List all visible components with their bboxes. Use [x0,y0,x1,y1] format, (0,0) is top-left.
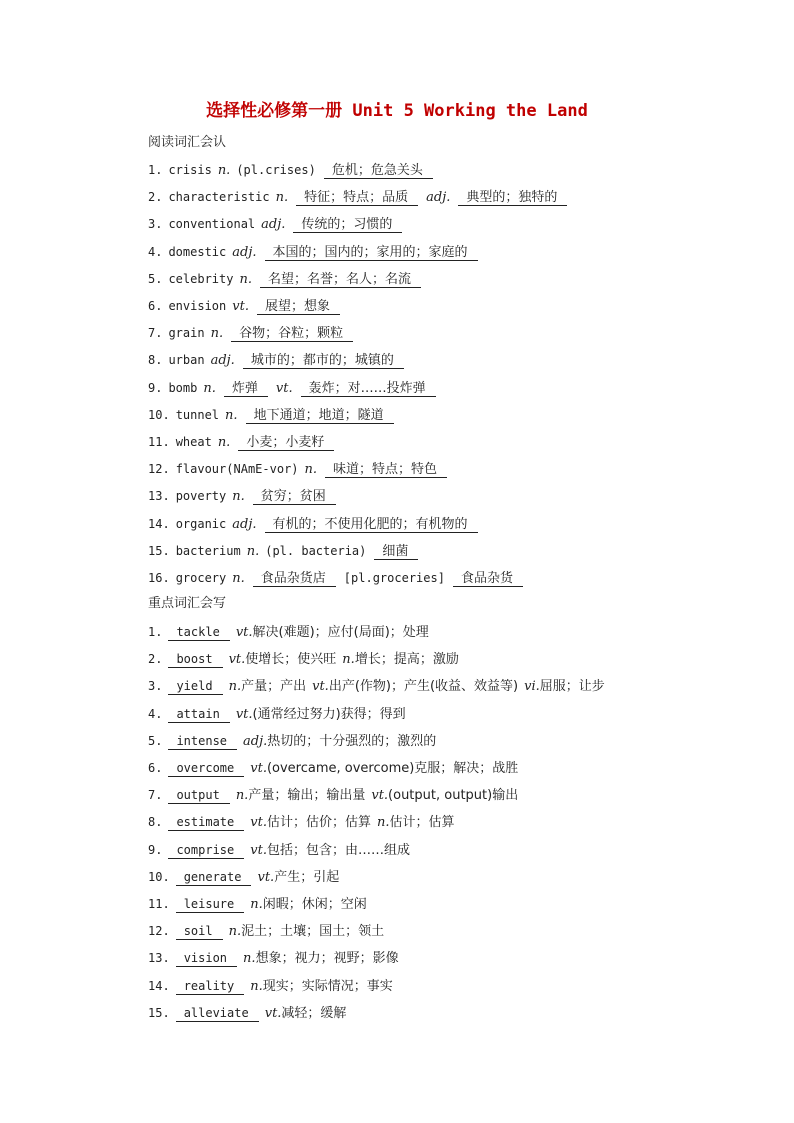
word-meaning: 解决(难题)；应付(局面)；处理 [252,625,429,640]
answer-underlined: generate [176,870,252,886]
part-of-speech: n. [250,897,263,912]
answer-underlined: 食品杂货店 [253,571,336,587]
read-item [148,188,569,206]
section-heading-write: 重点词汇会写 [148,596,227,611]
part-of-speech: vt. [275,380,293,396]
part-of-speech: n. [217,435,231,450]
item-number: 3. [148,679,163,694]
vocab-word: tunnel [175,407,220,422]
item-number: 7. [148,788,163,803]
answer-underlined: 小麦；小麦籽 [238,435,334,451]
answer-underlined: 炸弹 [224,381,268,397]
read-item [148,487,338,505]
read-item [148,324,355,342]
word-meaning: 估计；估价；估算 [266,815,371,831]
write-item [148,813,455,831]
answer-underlined: estimate [168,815,244,831]
vocab-word: flavour [175,462,227,477]
part-of-speech: n. [232,489,245,505]
item-number: 4. [148,706,163,721]
read-item [148,542,420,560]
part-of-speech: adj. [426,190,451,206]
vocab-word: urban [168,353,205,368]
item-number: 16. [148,571,170,585]
write-item [148,650,459,668]
answer-underlined: intense [168,734,237,750]
write-item [148,759,518,777]
write-item [148,841,410,859]
vocab-word: grocery [175,571,227,585]
write-item [148,868,339,886]
word-meaning: 产生；引起 [274,869,340,885]
answer-underlined: leisure [176,897,245,913]
part-of-speech: vt. [235,625,253,640]
page-title: 选择性必修第一册 Unit 5 Working the Land [206,101,588,121]
word-meaning: 屈服；让步 [539,679,605,695]
answer-underlined: soil [176,924,223,940]
item-number: 12. [148,924,170,939]
item-number: 6. [148,761,163,775]
part-of-speech: adj. [243,733,268,749]
item-number: 13. [148,951,170,966]
part-of-speech: n. [342,652,355,668]
write-item [148,705,406,723]
item-number: 1. [148,163,163,177]
word-note: (pl.crises) [236,163,316,177]
answer-underlined: 典型的；独特的 [458,190,567,206]
answer-underlined: 危机；危急关头 [324,163,433,179]
item-number: 8. [148,353,163,368]
item-number: 10. [148,407,170,422]
write-item [148,895,367,913]
answer-underlined: yield [168,679,222,695]
item-number: 4. [148,244,163,259]
word-note: [pl.groceries] [343,571,445,585]
answer-underlined: 展望；想象 [257,299,340,315]
answer-underlined: 细菌 [374,544,418,560]
word-note: (NAmE-vor) [226,462,299,477]
vocab-word: characteristic [168,190,270,205]
word-meaning: 产量；产出 [241,679,307,695]
part-of-speech: n. [225,407,238,423]
part-of-speech: vt. [235,706,253,722]
word-meaning: (通常经过努力)获得；得到 [252,706,406,722]
answer-underlined: output [168,788,229,804]
word-meaning: 闲暇；休闲；空闲 [262,897,367,912]
read-item [148,433,336,451]
answer-underlined: 味道；特点；特色 [325,462,447,478]
read-item [148,270,423,288]
item-number: 2. [148,190,163,205]
part-of-speech: n. [235,788,249,804]
answer-underlined: comprise [168,843,244,859]
vocab-word: domestic [168,244,227,259]
part-of-speech: adj. [232,516,257,532]
part-of-speech: vt. [371,788,389,804]
answer-underlined: reality [176,979,245,995]
item-number: 9. [148,842,163,857]
read-item [148,161,435,179]
answer-underlined: 有机的；不使用化肥的；有机物的 [265,517,478,533]
write-item [148,786,518,804]
item-number: 11. [148,435,170,449]
item-number: 2. [148,652,163,667]
word-meaning: 产量；输出；输出量 [248,788,366,804]
vocab-word: grain [168,326,205,341]
item-number: 10. [148,869,170,884]
part-of-speech: n. [376,815,390,831]
read-item [148,215,404,233]
word-meaning: (output, output)输出 [388,788,519,804]
answer-underlined: boost [168,652,222,668]
vocab-word: envision [168,299,227,313]
part-of-speech: adj. [261,217,286,233]
item-number: 7. [148,326,163,341]
write-item [148,623,429,641]
answer-underlined: 地下通道；地道；隧道 [246,408,394,424]
item-number: 13. [148,489,170,504]
part-of-speech: n. [203,380,216,396]
part-of-speech: n. [217,163,231,178]
write-item [148,922,384,940]
vocab-word: celebrity [168,271,234,286]
word-meaning: (overcame, overcome)克服；解决；战胜 [266,761,519,776]
part-of-speech: n. [228,924,242,940]
word-meaning: 想象；视力；视野；影像 [255,951,399,967]
word-meaning: 现实；实际情况；事实 [262,978,393,994]
part-of-speech: vi. [524,679,540,695]
item-number: 1. [148,625,163,639]
vocab-word: crisis [168,163,212,177]
vocab-word: wheat [175,435,212,449]
answer-underlined: overcome [168,761,244,777]
answer-underlined: alleviate [176,1006,259,1022]
part-of-speech: n. [246,543,260,559]
item-number: 14. [148,978,170,993]
word-meaning: 热切的；十分强烈的；激烈的 [267,733,437,749]
read-item [148,460,449,478]
part-of-speech: n. [239,271,252,287]
item-number: 12. [148,462,170,477]
part-of-speech: vt. [257,869,275,885]
answer-underlined: 贫穷；贫困 [253,489,336,505]
part-of-speech: adj. [232,244,257,260]
answer-underlined: 本国的；国内的；家用的；家庭的 [265,245,478,261]
write-item [148,677,605,695]
answer-underlined: 特征；特点；品质 [296,190,418,206]
word-meaning: 包括；包含；由……组成 [266,842,410,858]
part-of-speech: vt. [312,679,329,695]
vocab-word: poverty [175,489,227,504]
item-number: 14. [148,516,170,531]
write-item [148,1004,346,1022]
word-meaning: 减轻；缓解 [281,1005,347,1021]
write-item [148,977,393,995]
answer-underlined: 城市的；都市的；城镇的 [243,353,404,369]
write-item [148,732,436,750]
part-of-speech: n. [243,951,256,967]
answer-underlined: attain [168,707,229,723]
word-note: (pl. bacteria) [265,543,367,558]
read-item [148,351,406,369]
word-meaning: 增长；提高；激励 [354,652,459,668]
answer-underlined: 食品杂货 [453,571,523,587]
part-of-speech: vt. [250,815,267,831]
read-item [148,379,438,397]
item-number: 5. [148,733,163,748]
item-number: 8. [148,815,163,830]
item-number: 5. [148,271,163,286]
part-of-speech: vt. [250,842,267,858]
read-item [148,406,396,424]
item-number: 11. [148,897,170,911]
part-of-speech: n. [304,462,318,478]
section-heading-read: 阅读词汇会认 [148,135,227,150]
word-meaning: 估计；估算 [389,815,455,831]
part-of-speech: n. [250,978,263,994]
word-meaning: 出产(作物)；产生(收益、效益等) [328,679,519,695]
item-number: 15. [148,1005,170,1020]
item-number: 9. [148,380,163,395]
part-of-speech: vt. [264,1005,282,1021]
read-item [148,569,525,587]
part-of-speech: vt. [228,652,246,668]
part-of-speech: n. [228,679,242,695]
vocab-word: conventional [168,217,256,232]
answer-underlined: 谷物；谷粒；颗粒 [231,326,353,342]
part-of-speech: vt. [232,299,249,314]
read-item [148,515,480,533]
word-meaning: 泥土；土壤；国土；领土 [241,924,385,940]
write-item [148,949,399,967]
answer-underlined: 传统的；习惯的 [293,217,402,233]
item-number: 6. [148,299,163,313]
part-of-speech: adj. [210,353,235,369]
vocab-word: bomb [168,380,198,395]
answer-underlined: 名望；名誉；名人；名流 [260,272,421,288]
answer-underlined: 轰炸；对……投炸弹 [301,381,436,397]
part-of-speech: n. [232,571,245,586]
answer-underlined: tackle [168,625,229,641]
vocab-word: bacterium [175,543,241,558]
item-number: 15. [148,543,170,558]
word-meaning: 使增长；使兴旺 [245,652,337,668]
part-of-speech: vt. [250,761,267,776]
vocab-word: organic [175,516,227,531]
part-of-speech: n. [210,326,224,342]
answer-underlined: vision [176,951,237,967]
read-item [148,297,342,315]
part-of-speech: n. [275,190,289,206]
item-number: 3. [148,217,163,232]
read-item [148,243,480,261]
